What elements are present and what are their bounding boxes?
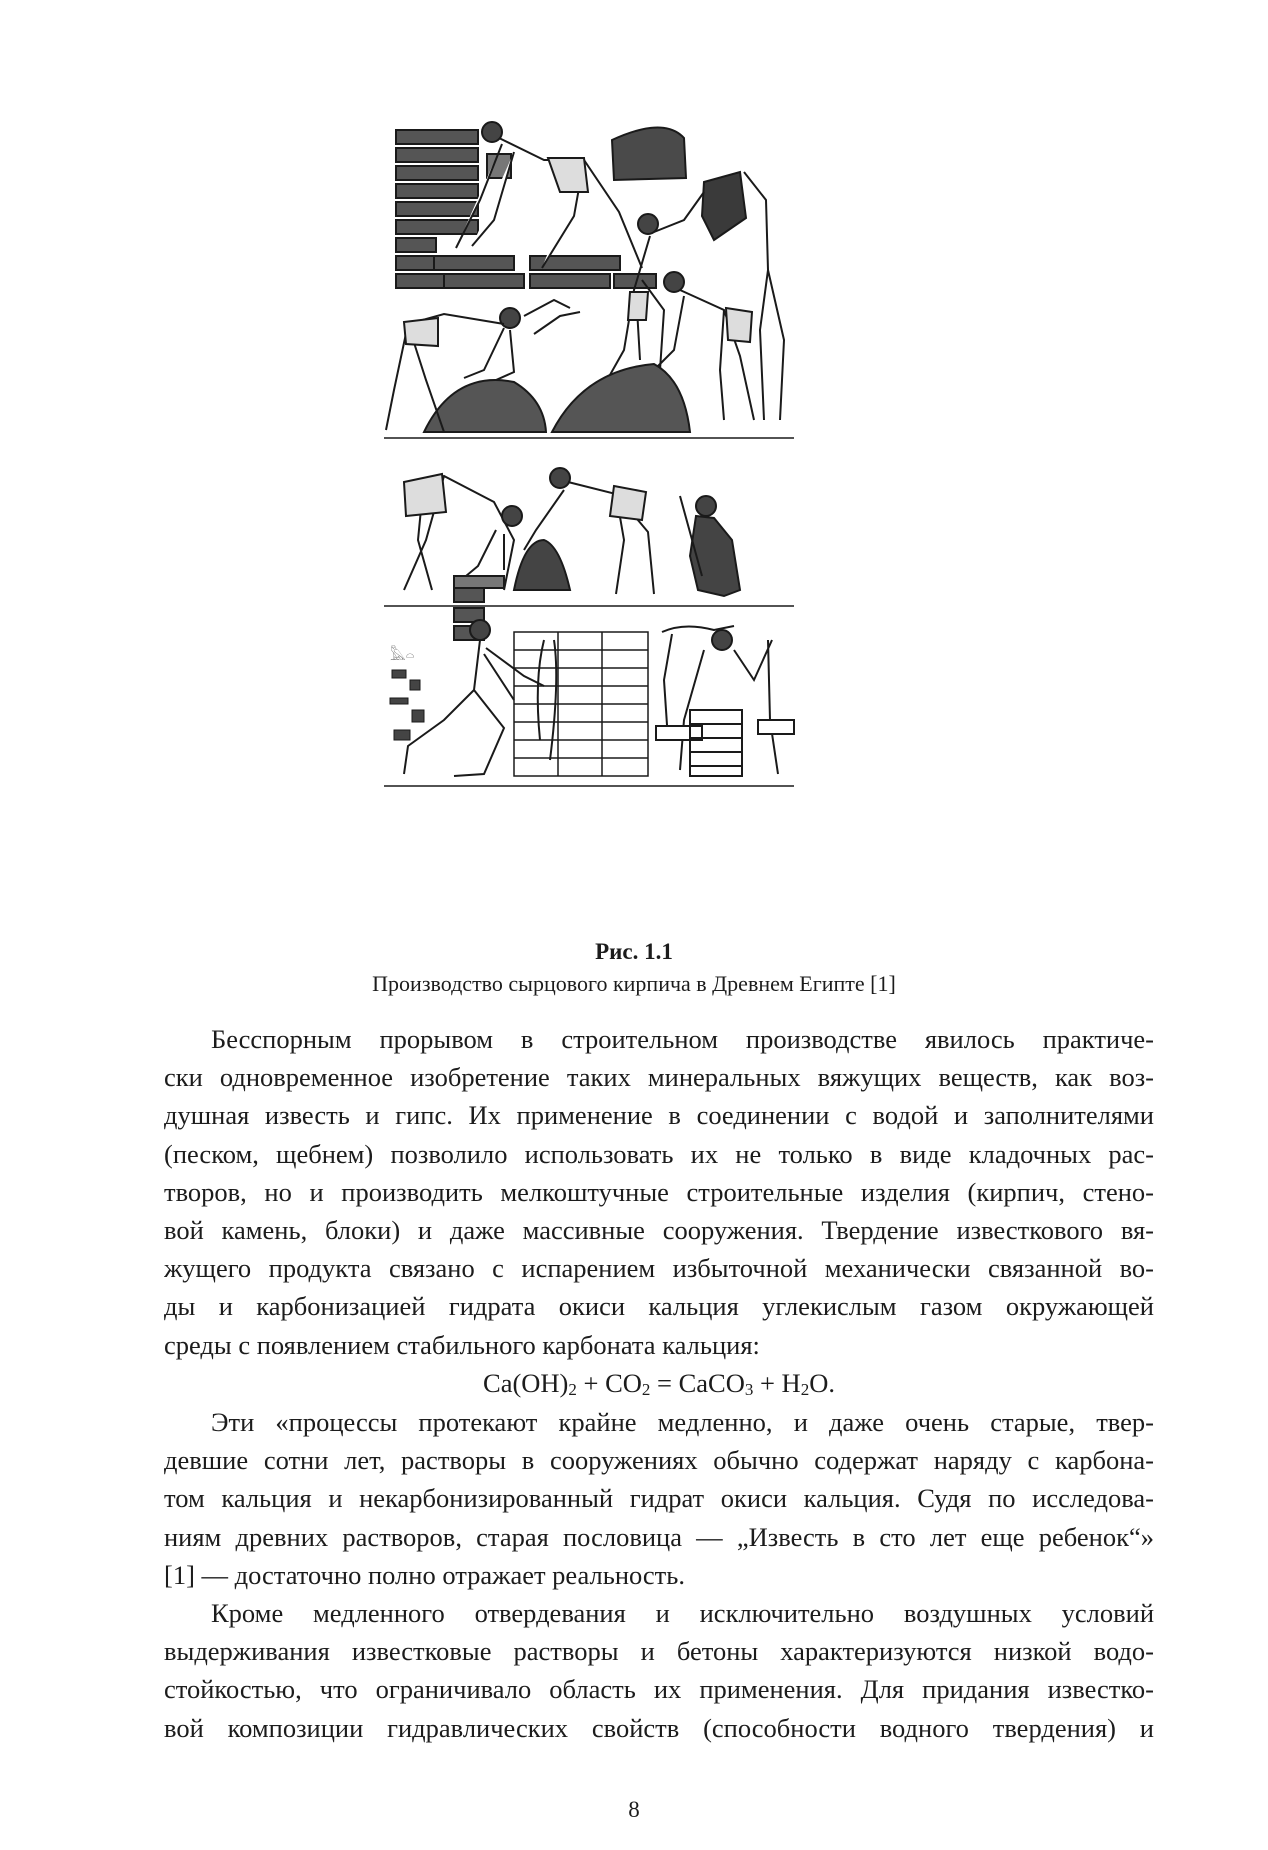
text-line: ски одновременное изобретение таких минеральных вяжущих веществ, как воз-	[164, 1062, 1154, 1093]
text-line: среды с появлением стабильного карбоната кальция:	[164, 1329, 760, 1360]
text-line: ды и карбонизацией гидрата окиси кальция углекислым газом окружающей	[164, 1291, 1154, 1322]
hieroglyphs	[390, 645, 424, 740]
chemical-formula: $Ca(OH)_2 + CO_2$ = CaCO$_3$ + $H_2O$.	[483, 1367, 835, 1399]
text-line: Эти «процессы протекают крайне медленно, и даже очень старые, твер-	[211, 1407, 1154, 1437]
figure-egyptian-brickmaking	[384, 120, 920, 920]
text-line: жущего продукта связано с испарением избыточной механически связанной во-	[164, 1253, 1154, 1284]
worker-figure-8	[656, 626, 794, 776]
illustration-drawing	[384, 120, 920, 920]
worker-figure-7	[404, 620, 556, 776]
text-line: душная известь и гипс. Их применение в соединении с водой и заполнителями	[164, 1100, 1154, 1131]
figure-caption: Производство сырцового кирпича в Древнем Египте [1]	[372, 971, 896, 996]
text-line: выдерживания известковые растворы и бетоны характеризуются низкой водо-	[164, 1636, 1154, 1667]
worker-figure-5	[404, 474, 522, 590]
text-line: вой камень, блоки) и даже массивные сооружения. Твердение известкового вя-	[164, 1214, 1154, 1245]
paragraph-1	[164, 1020, 1154, 1402]
seated-figure	[680, 496, 740, 596]
text-line: вой композиции гидравлических свойств (способности водного твердения) и	[164, 1712, 1154, 1743]
text-line: (песком, щебнем) позволило использовать их не только в виде кладочных рас-	[164, 1138, 1154, 1169]
text-line: стойкостью, что ограничивало область их применения. Для придания известко-	[164, 1674, 1154, 1705]
text-line: том кальция и некарбонизированный гидрат окиси кальция. Судя по исследова-	[164, 1483, 1154, 1514]
page-number: 8	[628, 1797, 640, 1822]
paragraph-2	[164, 1403, 1154, 1594]
text-line: Бесспорным прорывом в строительном производстве явилось практиче-	[211, 1024, 1154, 1054]
text-line: творов, но и производить мелкоштучные строительные изделия (кирпич, стено-	[164, 1176, 1154, 1207]
svg-text:𓅓𓏏: 𓅓𓏏	[390, 648, 415, 664]
brick-stack	[514, 632, 648, 776]
text-line: [1] — достаточно полно отражает реальность.	[164, 1559, 685, 1590]
figure-label: Рис. 1.1	[595, 939, 673, 964]
text-line: Кроме медленного отвердевания и исключительно воздушных условий	[211, 1598, 1154, 1628]
text-line: девшие сотни лет, растворы в сооружениях обычно содержат наряду с карбона-	[164, 1445, 1154, 1476]
paragraph-3	[164, 1594, 1154, 1747]
text-line: ниям древних растворов, старая пословица — „Известь в сто лет еще ребенок“»	[164, 1521, 1154, 1552]
